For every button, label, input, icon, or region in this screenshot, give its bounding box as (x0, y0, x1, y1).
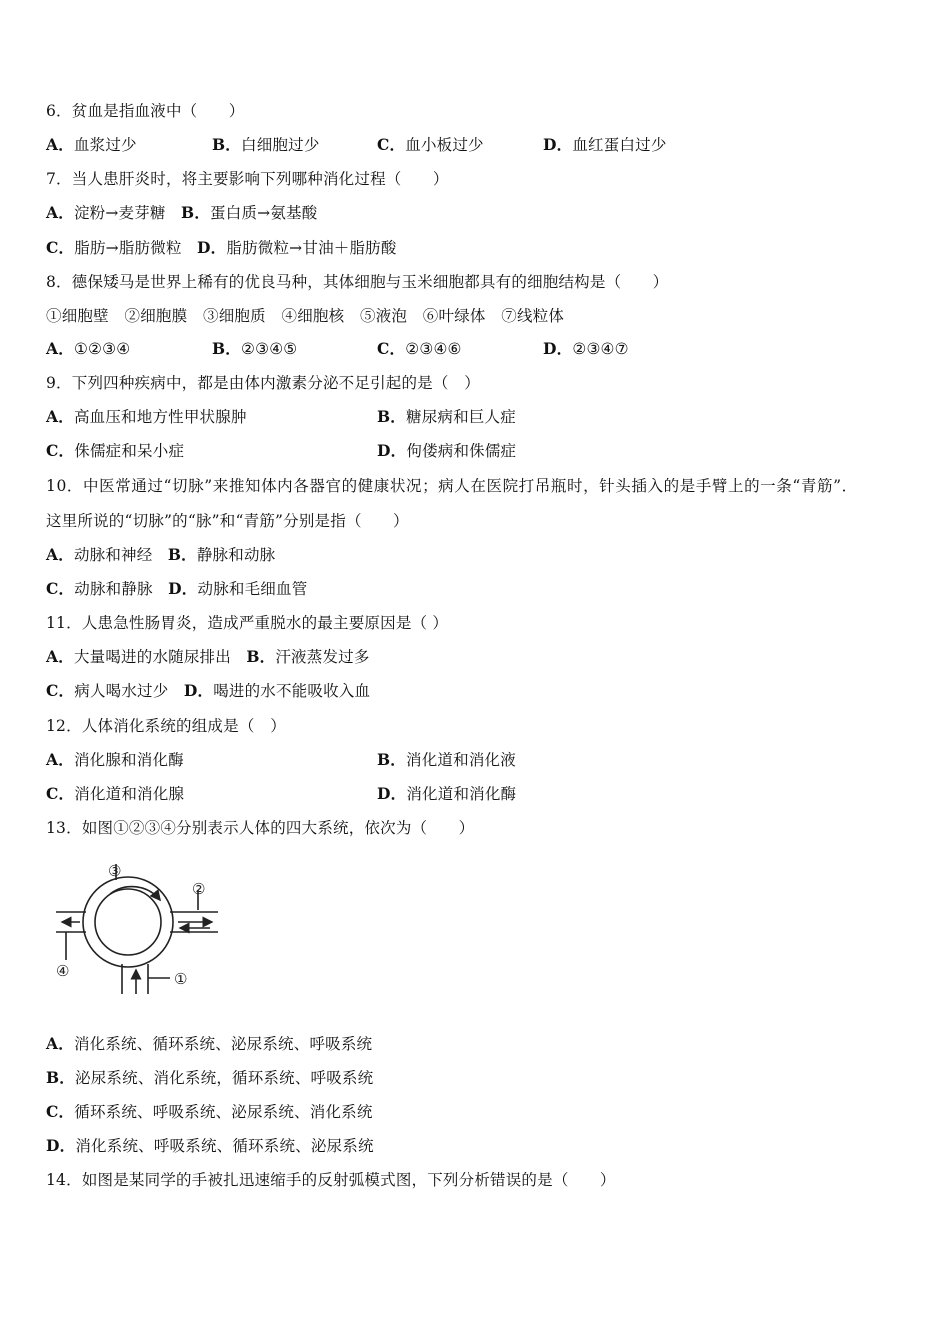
q8-option-d[interactable]: D．②③④⑦ (543, 339, 629, 358)
q13-option-a[interactable]: A．消化系统、循环系统、泌尿系统、呼吸系统 (46, 1034, 373, 1053)
q12-option-b[interactable]: B．消化道和消化液 (377, 750, 516, 769)
q12-option-c[interactable]: C．消化道和消化腺 (46, 784, 185, 803)
q12-option-a[interactable]: A．消化腺和消化酶 (46, 750, 184, 769)
q11-stem: 11．人患急性肠胃炎，造成严重脱水的最主要原因是（ ） (46, 614, 449, 632)
q9-stem: 9．下列四种疾病中，都是由体内激素分泌不足引起的是（ ） (46, 374, 480, 392)
q10-option-c[interactable]: C．动脉和静脉 (46, 579, 153, 598)
q6-option-d[interactable]: D．血红蛋白过少 (543, 135, 667, 154)
circulation-inner-ring (95, 889, 161, 955)
q7-options-cd (46, 238, 397, 258)
q8-stem: 8．德保矮马是世界上稀有的优良马种，其体细胞与玉米细胞都具有的细胞结构是（ ） (46, 273, 669, 291)
q13-systems-diagram (52, 860, 224, 1000)
q9-option-b[interactable]: B．糖尿病和巨人症 (377, 407, 516, 426)
q8-items: ①细胞壁 ②细胞膜 ③细胞质 ④细胞核 ⑤液泡 ⑥叶绿体 ⑦线粒体 (46, 307, 565, 325)
q13-option-b[interactable]: B．泌尿系统、消化系统，循环系统、呼吸系统 (46, 1068, 374, 1087)
q11-options-cd (46, 681, 370, 701)
q10-options-cd (46, 579, 307, 599)
figure-label-3: ③ (108, 862, 122, 880)
q11-option-a[interactable]: A．大量喝进的水随尿排出 (46, 647, 231, 666)
q13-stem: 13．如图①②③④分别表示人体的四大系统，依次为（ ） (46, 819, 475, 837)
q10-option-d[interactable]: D．动脉和毛细血管 (168, 579, 308, 598)
q11-option-d[interactable]: D．喝进的水不能吸收入血 (183, 681, 371, 700)
q11-option-b[interactable]: B．汗液蒸发过多 (246, 647, 370, 666)
q10-stem-line1: 10．中医常通过“切脉”来推知体内各器官的健康状况；病人在医院打吊瓶时，针头插入的是手臂上的一条“青筋”． (46, 477, 858, 495)
q7-option-d[interactable]: D．脂肪微粒→甘油＋脂肪酸 (197, 238, 397, 257)
q10-option-b[interactable]: B．静脉和动脉 (167, 545, 276, 564)
q6-option-a[interactable]: A．血浆过少 (46, 135, 137, 154)
q10-option-a[interactable]: A．动脉和神经 (46, 545, 153, 564)
q11-options-ab (46, 647, 370, 667)
q9-option-d[interactable]: D．佝偻病和侏儒症 (377, 441, 517, 460)
q7-options-ab (46, 203, 317, 223)
circulation-outer-ring (83, 877, 173, 967)
q14-stem: 14．如图是某同学的手被扎迅速缩手的反射弧模式图，下列分析错误的是（ ） (46, 1171, 616, 1189)
figure-label-4: ④ (56, 962, 70, 980)
circulation-arrow (110, 887, 160, 900)
q8-option-c[interactable]: C．②③④⑥ (377, 339, 462, 358)
q6-option-b[interactable]: B．白细胞过少 (212, 135, 320, 154)
q6-stem: 6．贫血是指血液中（ ） (46, 102, 245, 120)
q8-option-a[interactable]: A．①②③④ (46, 339, 131, 358)
q7-stem: 7．当人患肝炎时，将主要影响下列哪种消化过程（ ） (46, 170, 449, 188)
figure-label-1: ① (174, 970, 188, 988)
q7-option-c[interactable]: C．脂肪→脂肪微粒 (46, 238, 182, 257)
q13-option-c[interactable]: C．循环系统、呼吸系统、泌尿系统、消化系统 (46, 1102, 373, 1121)
figure-label-2: ② (192, 880, 206, 898)
q12-stem: 12．人体消化系统的组成是（ ） (46, 717, 286, 735)
q7-option-b[interactable]: B．蛋白质→氨基酸 (181, 203, 318, 222)
q13-option-d[interactable]: D．消化系统、呼吸系统、循环系统、泌尿系统 (46, 1136, 374, 1155)
q12-option-d[interactable]: D．消化道和消化酶 (377, 784, 517, 803)
q9-option-c[interactable]: C．侏儒症和呆小症 (46, 441, 185, 460)
q10-options-ab (46, 545, 275, 565)
q8-option-b[interactable]: B．②③④⑤ (212, 339, 298, 358)
q6-option-c[interactable]: C．血小板过少 (377, 135, 484, 154)
q7-option-a[interactable]: A．淀粉→麦芽糖 (46, 203, 166, 222)
q10-stem-line2: 这里所说的“切脉”的“脉”和“青筋”分别是指（ ） (46, 512, 409, 530)
q9-option-a[interactable]: A．高血压和地方性甲状腺肿 (46, 407, 247, 426)
q11-option-c[interactable]: C．病人喝水过少 (46, 681, 169, 700)
